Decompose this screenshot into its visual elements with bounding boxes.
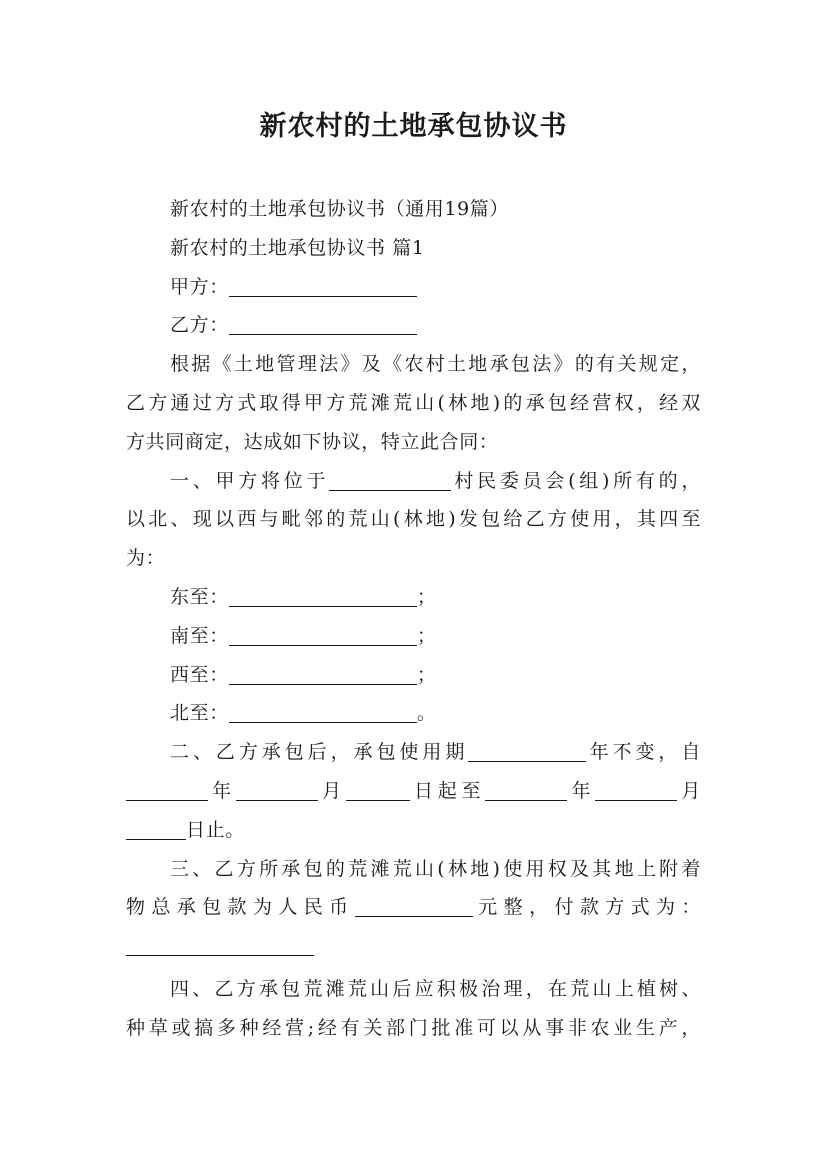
clause-4-line-2: 种草或搞多种经营;经有关部门批准可以从事非农业生产， xyxy=(126,1016,701,1039)
total-amount-blank[interactable] xyxy=(355,894,473,917)
term-years-blank[interactable] xyxy=(468,739,586,762)
end-month-blank[interactable] xyxy=(595,778,677,801)
west-boundary-line xyxy=(126,656,701,695)
end-month-label: 月 xyxy=(677,779,701,802)
east-punct: ； xyxy=(416,585,437,608)
south-punct: ； xyxy=(416,624,437,647)
clause-2-line-1 xyxy=(126,733,701,772)
west-punct: ； xyxy=(416,663,437,686)
document-body xyxy=(126,190,701,1048)
west-blank[interactable] xyxy=(229,662,417,685)
party-a-label: 甲方： xyxy=(170,275,229,298)
south-boundary-line xyxy=(126,617,701,656)
party-b-blank[interactable] xyxy=(229,312,417,335)
end-year-blank[interactable] xyxy=(485,778,567,801)
clause-3-text-b: 元整，付款方式为： xyxy=(472,896,701,919)
clause-1-text-a: 一、甲方将位于 xyxy=(170,469,330,492)
party-a-line xyxy=(126,268,701,307)
intro-line-1: 根据《土地管理法》及《农村土地承包法》的有关规定， xyxy=(170,353,701,376)
clause-3-line-1: 三、乙方所承包的荒滩荒山(林地)使用权及其地上附着 xyxy=(170,857,701,880)
clause-1-text-b: 村民委员会(组)所有的， xyxy=(451,469,702,492)
north-punct: 。 xyxy=(416,702,437,725)
north-blank[interactable] xyxy=(229,700,417,723)
clause-1-line-3: 为： xyxy=(126,547,166,570)
west-label: 西至： xyxy=(170,663,229,686)
start-day-blank[interactable] xyxy=(346,778,410,801)
start-year-label: 年 xyxy=(208,779,236,802)
intro-line-3: 方共同商定，达成如下协议，特立此合同： xyxy=(126,430,499,453)
east-label: 东至： xyxy=(170,585,229,608)
start-day-label: 日起至 xyxy=(409,779,486,802)
north-boundary-line xyxy=(126,694,701,733)
party-b-line xyxy=(126,306,701,345)
clause-3-line-3 xyxy=(126,927,701,966)
end-year-label: 年 xyxy=(567,779,596,802)
east-blank[interactable] xyxy=(229,584,417,607)
subtitle: 新农村的土地承包协议书（通用19篇） xyxy=(170,198,509,220)
clause-3-line-2 xyxy=(126,888,701,927)
end-day-blank[interactable] xyxy=(126,817,186,840)
clause-2-line-2 xyxy=(126,772,701,811)
party-a-blank[interactable] xyxy=(229,274,417,297)
clause-1-line-2: 以北、现以西与毗邻的荒山(林地)发包给乙方使用，其四至 xyxy=(126,508,701,531)
clause-2-text-a: 二、乙方承包后，承包使用期 xyxy=(170,741,469,764)
start-year-blank[interactable] xyxy=(126,778,208,801)
north-label: 北至： xyxy=(170,702,229,725)
start-month-blank[interactable] xyxy=(236,778,318,801)
clause-2-line-3 xyxy=(126,811,701,850)
party-b-label: 乙方： xyxy=(170,314,229,337)
south-label: 南至： xyxy=(170,624,229,647)
clause-3-text-a: 物总承包款为人民币 xyxy=(126,896,355,919)
start-month-label: 月 xyxy=(317,779,346,802)
south-blank[interactable] xyxy=(229,623,417,646)
payment-method-blank[interactable] xyxy=(126,933,314,956)
intro-line-2: 乙方通过方式取得甲方荒滩荒山(林地)的承包经营权，经双 xyxy=(126,391,701,414)
document-title: 新农村的土地承包协议书 xyxy=(259,111,568,142)
village-blank[interactable] xyxy=(329,468,451,491)
clause-4-line-1: 四、乙方承包荒滩荒山后应积极治理，在荒山上植树、 xyxy=(170,977,701,1000)
section-heading: 新农村的土地承包协议书 篇1 xyxy=(170,236,425,259)
end-day-label: 日止。 xyxy=(186,818,245,841)
east-boundary-line xyxy=(126,578,701,617)
clause-1-line-1 xyxy=(126,462,701,501)
clause-2-text-b: 年不变，自 xyxy=(586,741,701,764)
